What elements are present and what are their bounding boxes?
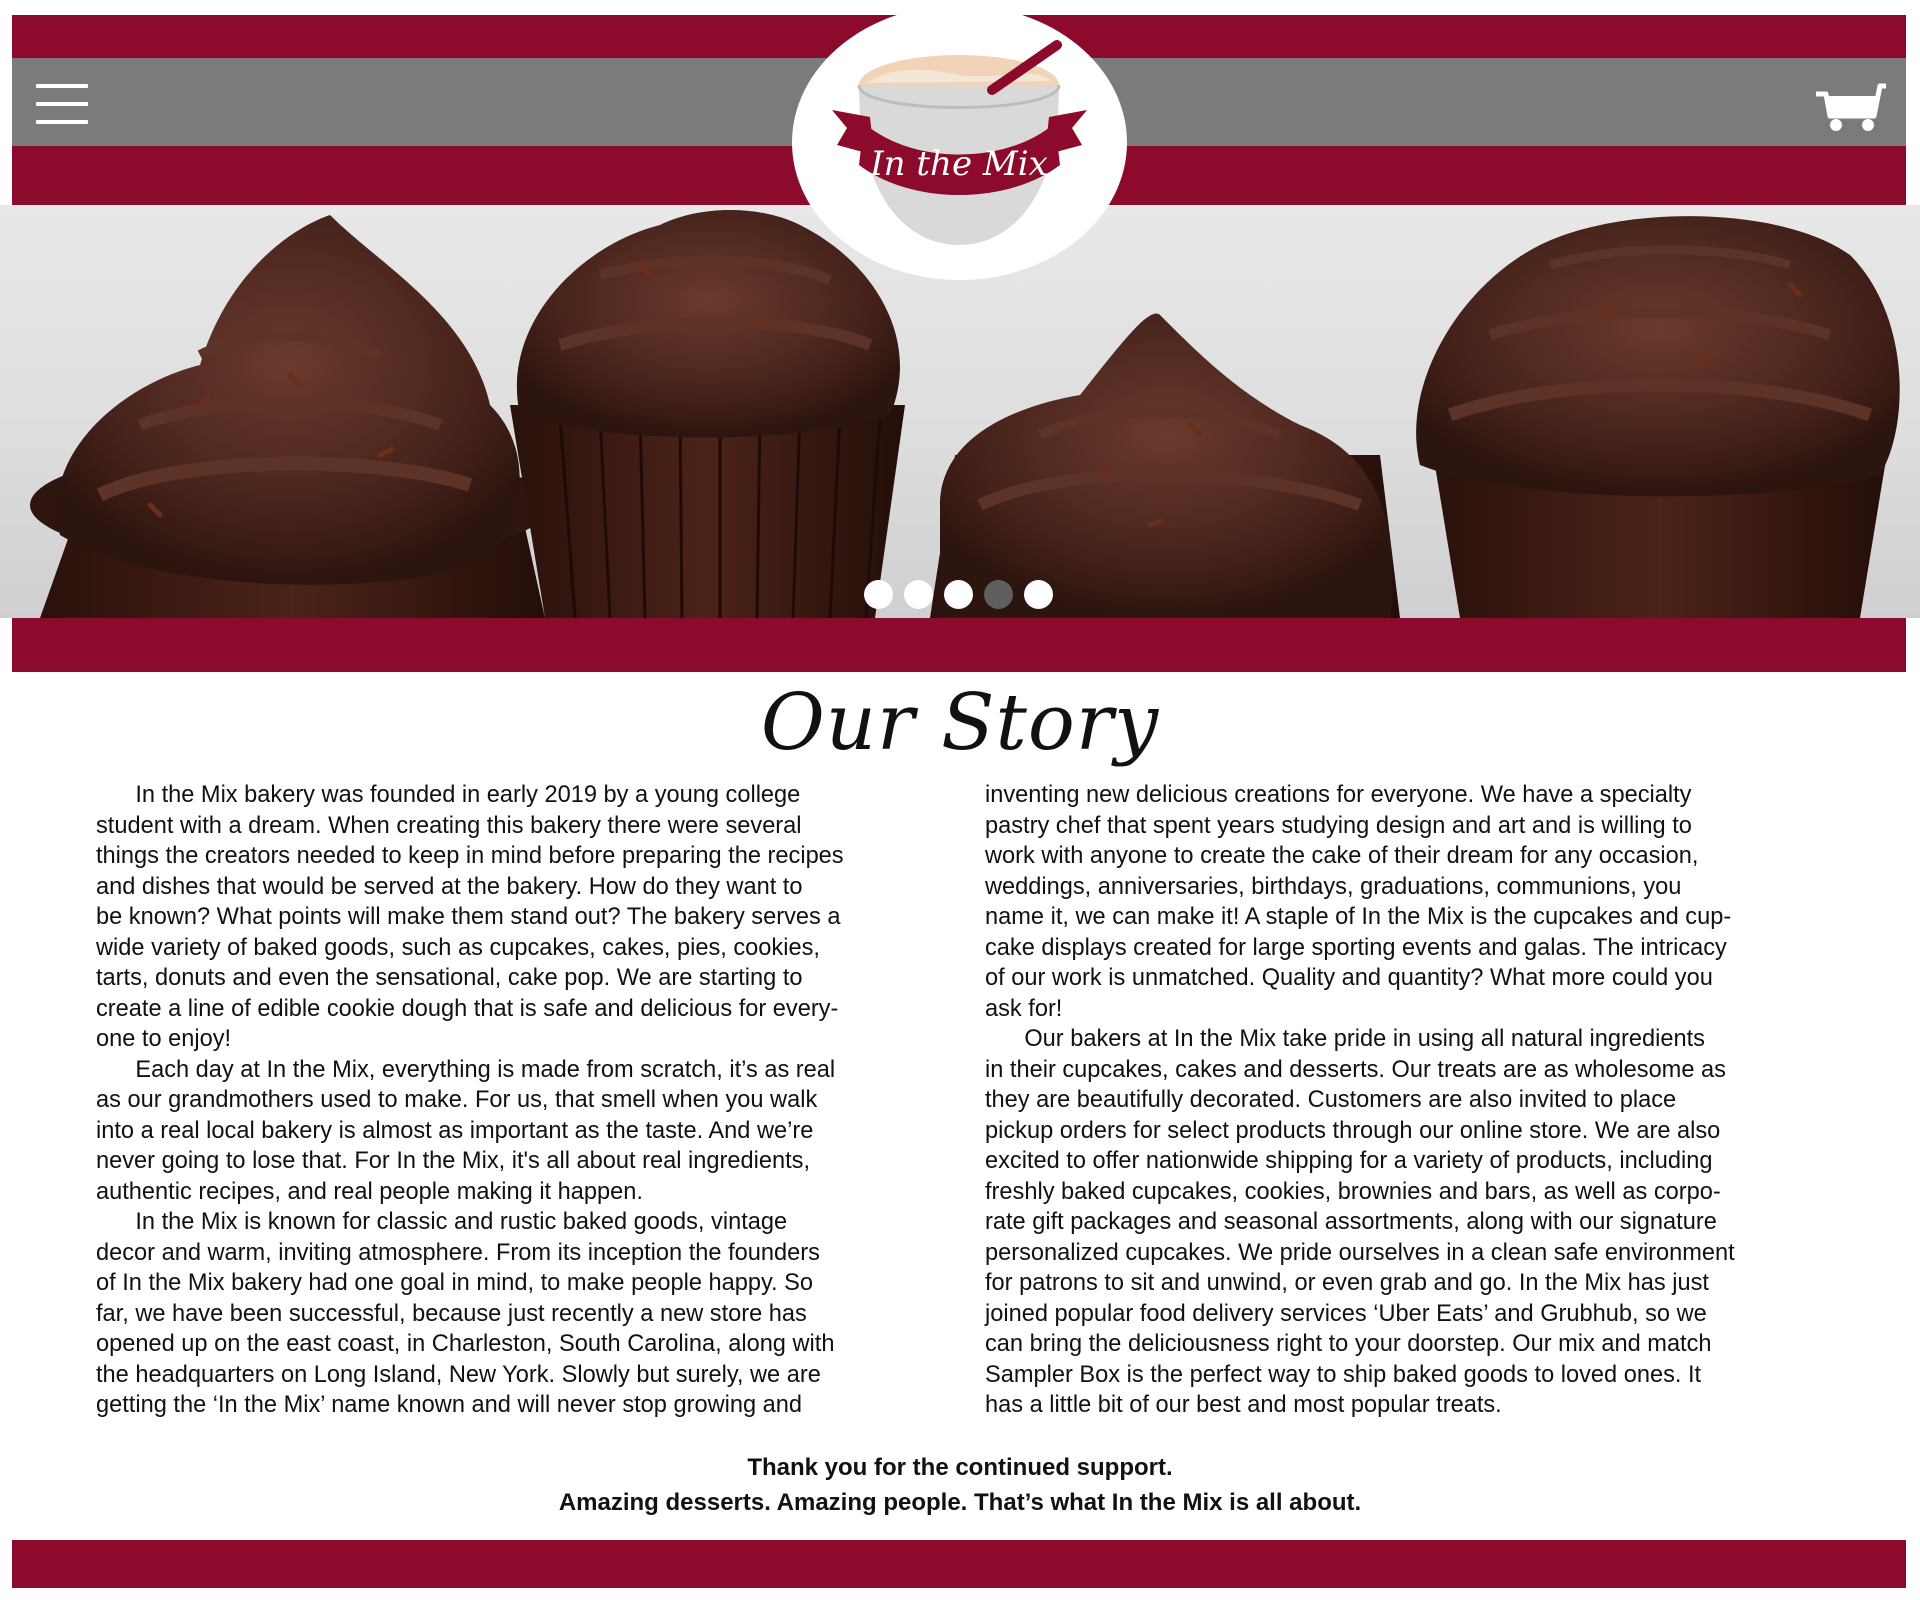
story-line: and dishes that would be served at the bakery. How do they want to bbox=[96, 873, 803, 900]
story-line: can bring the deliciousness right to your doorstep. Our mix and match bbox=[985, 1331, 1712, 1357]
story-line: name it, we can make it! A staple of In the Mix is the cupcakes and cup- bbox=[985, 904, 1732, 930]
story-line: opened up on the east coast, in Charleston, South Carolina, along with bbox=[96, 1331, 835, 1357]
story-line: pastry chef that spent years studying design and art and is willing to bbox=[985, 812, 1692, 839]
story-line: rate gift packages and seasonal assortments, along with our signature bbox=[985, 1209, 1717, 1235]
story-line: weddings, anniversaries, birthdays, graduations, communions, you bbox=[985, 873, 1682, 900]
story-line: wide variety of baked goods, such as cupcakes, cakes, pies, cookies, bbox=[96, 934, 820, 961]
story-line: inventing new delicious creations for everyone. We have a specialty bbox=[985, 782, 1692, 808]
closing-line-2: Amazing desserts. Amazing people. That’s what In the Mix is all about. bbox=[558, 1489, 1362, 1516]
story-line: of our work is unmatched. Quality and quantity? What more could you bbox=[985, 965, 1713, 991]
hero-bottom-band bbox=[12, 618, 1906, 672]
story-line: one to enjoy! bbox=[96, 1026, 232, 1052]
carousel-dot-5[interactable] bbox=[1024, 580, 1053, 609]
story-line: joined popular food delivery services ‘Uber Eats’ and Grubhub, so we bbox=[985, 1300, 1707, 1327]
carousel-dot-2[interactable] bbox=[904, 580, 933, 609]
story-line: Sampler Box is the perfect way to ship baked goods to loved ones. It bbox=[985, 1361, 1702, 1388]
story-line: they are beautifully decorated. Customers are also invited to place bbox=[985, 1087, 1677, 1113]
carousel-dot-4[interactable] bbox=[984, 580, 1013, 609]
story-line: excited to offer nationwide shipping for a variety of products, including bbox=[985, 1148, 1713, 1174]
story-line: student with a dream. When creating this bakery there were several bbox=[96, 812, 802, 839]
cupcake bbox=[30, 215, 550, 618]
in-the-mix-logo[interactable] bbox=[792, 5, 1127, 280]
story-line: never going to lose that. For In the Mix, it's all about real ingredients, bbox=[96, 1148, 811, 1174]
closing-message bbox=[0, 1450, 1920, 1520]
story-line: personalized cupcakes. We pride ourselves in a clean safe environment bbox=[985, 1239, 1735, 1266]
story-line: of In the Mix bakery had one goal in mind, to make people happy. So bbox=[96, 1270, 813, 1296]
story-right-column bbox=[985, 780, 1827, 1421]
story-line: ask for! bbox=[985, 995, 1063, 1022]
carousel-dot-1[interactable] bbox=[864, 580, 893, 609]
story-line: far, we have been successful, because just recently a new store has bbox=[96, 1300, 807, 1327]
shopping-cart-icon[interactable] bbox=[1814, 80, 1886, 132]
story-line: in their cupcakes, cakes and desserts. Our treats are as wholesome as bbox=[985, 1056, 1726, 1083]
story-line: be known? What points will make them stand out? The bakery serves a bbox=[96, 904, 841, 930]
story-line: In the Mix is known for classic and rustic baked goods, vintage bbox=[96, 1209, 788, 1235]
story-line: freshly baked cupcakes, cookies, brownies and bars, as well as corpo- bbox=[985, 1178, 1721, 1205]
story-line: things the creators needed to keep in mind before preparing the recipes bbox=[96, 843, 844, 869]
story-line: has a little bit of our best and most popular treats. bbox=[985, 1392, 1502, 1418]
logo-text: In the Mix bbox=[870, 144, 1048, 184]
story-line: work with anyone to create the cake of their dream for any occasion, bbox=[985, 843, 1699, 869]
story-line: the headquarters on Long Island, New York. Slowly but surely, we are bbox=[96, 1361, 821, 1388]
story-line: into a real local bakery is almost as important as the taste. And we’re bbox=[96, 1117, 814, 1144]
story-line: In the Mix bakery was founded in early 2019 by a young college bbox=[96, 782, 801, 808]
footer-band bbox=[12, 1540, 1906, 1588]
page-title: Our Story bbox=[760, 678, 1160, 768]
story-line: for patrons to sit and unwind, or even grab and go. In the Mix has just bbox=[985, 1270, 1709, 1296]
cupcake bbox=[1416, 216, 1900, 618]
hamburger-menu-icon[interactable] bbox=[36, 82, 88, 126]
story-line: Our bakers at In the Mix take pride in using all natural ingredients bbox=[985, 1026, 1705, 1052]
story-line: pickup orders for select products through our online store. We are also bbox=[985, 1117, 1721, 1144]
story-line: getting the ‘In the Mix’ name known and will never stop growing and bbox=[96, 1392, 803, 1418]
story-line: as our grandmothers used to make. For us, that smell when you walk bbox=[96, 1087, 818, 1113]
carousel-dots bbox=[864, 580, 1053, 610]
story-left-column bbox=[96, 780, 938, 1421]
story-line: create a line of edible cookie dough that is safe and delicious for every- bbox=[96, 995, 839, 1022]
cupcake bbox=[930, 313, 1400, 618]
story-line: cake displays created for large sporting events and galas. The intricacy bbox=[985, 934, 1727, 961]
story-line: tarts, donuts and even the sensational, cake pop. We are starting to bbox=[96, 965, 803, 991]
story-line: Each day at In the Mix, everything is made from scratch, it’s as real bbox=[96, 1056, 836, 1083]
story-line: decor and warm, inviting atmosphere. From its inception the founders bbox=[96, 1239, 820, 1266]
closing-line-1: Thank you for the continued support. bbox=[747, 1454, 1173, 1481]
story-line: authentic recipes, and real people making it happen. bbox=[96, 1178, 643, 1205]
carousel-dot-3[interactable] bbox=[944, 580, 973, 609]
